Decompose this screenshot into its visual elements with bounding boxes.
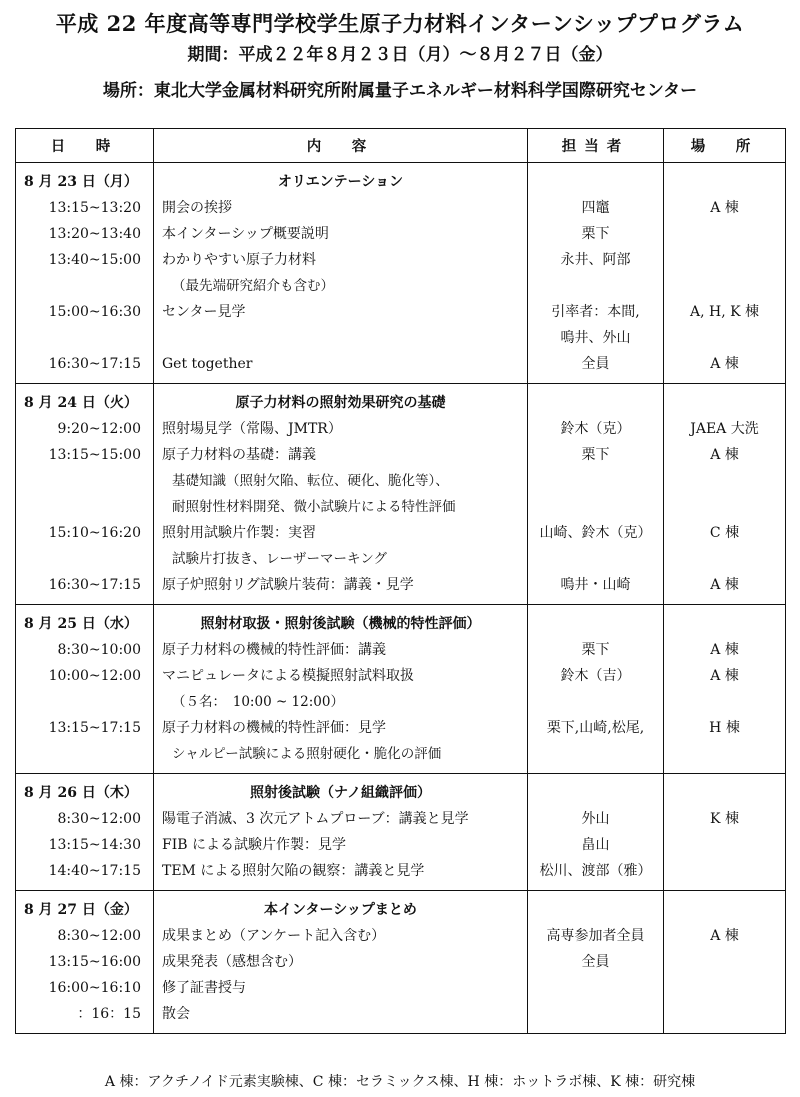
content-cell: 試験片打抜き、レーザーマーキング: [154, 546, 528, 572]
table-row: [16, 442, 786, 468]
person-cell: 鳴井・山崎: [528, 572, 664, 605]
person-cell: [528, 468, 664, 494]
place-cell: [664, 221, 786, 247]
content-cell: （５名： 10:00 ~ 12:00）: [154, 689, 528, 715]
person-cell: 四竈: [528, 195, 664, 221]
time-cell: 10:00~12:00: [16, 663, 154, 689]
day-section: [16, 163, 786, 384]
place-cell: [664, 325, 786, 351]
table-row: [16, 806, 786, 832]
place-cell: A 棟: [664, 195, 786, 221]
place-cell: [664, 891, 786, 924]
place-cell: [664, 163, 786, 196]
table-row: [16, 325, 786, 351]
place-cell: [664, 273, 786, 299]
person-cell: 高専参加者全員: [528, 923, 664, 949]
person-cell: [528, 975, 664, 1001]
day-section: [16, 605, 786, 774]
table-row: [16, 572, 786, 605]
table-row: [16, 416, 786, 442]
place-cell: C 棟: [664, 520, 786, 546]
table-row: [16, 468, 786, 494]
place-cell: A 棟: [664, 663, 786, 689]
time-cell: 13:20~13:40: [16, 221, 154, 247]
time-cell: [16, 494, 154, 520]
place-cell: A 棟: [664, 637, 786, 663]
schedule-table: [15, 128, 786, 1034]
place-cell: [664, 949, 786, 975]
place-cell: [664, 741, 786, 774]
table-row: [16, 858, 786, 891]
day-header-row: [16, 163, 786, 196]
content-cell: FIB による試験片作製：見学: [154, 832, 528, 858]
place-cell: [664, 1001, 786, 1034]
person-cell: [528, 273, 664, 299]
table-row: [16, 351, 786, 384]
time-cell: 15:10~16:20: [16, 520, 154, 546]
time-cell: [16, 546, 154, 572]
table-row: [16, 494, 786, 520]
content-cell: 照射用試験片作製：実習: [154, 520, 528, 546]
person-cell: [528, 384, 664, 417]
person-cell: 松川、渡部（雅）: [528, 858, 664, 891]
place-cell: [664, 247, 786, 273]
content-cell: 照射場見学（常陽、JMTR）: [154, 416, 528, 442]
content-cell: シャルピー試験による照射硬化・脆化の評価: [154, 741, 528, 774]
day-date: 8 月 23 日（月）: [16, 163, 154, 196]
table-row: [16, 741, 786, 774]
time-cell: 13:40~15:00: [16, 247, 154, 273]
day-header-row: [16, 774, 786, 807]
table-row: [16, 715, 786, 741]
day-theme: 本インターシップまとめ: [154, 891, 528, 924]
time-cell: 16:00~16:10: [16, 975, 154, 1001]
time-cell: 13:15~17:15: [16, 715, 154, 741]
place-cell: K 棟: [664, 806, 786, 832]
table-header: [16, 129, 786, 163]
time-cell: 15:00~16:30: [16, 299, 154, 325]
content-cell: 原子力材料の機械的特性評価：講義: [154, 637, 528, 663]
place-cell: [664, 689, 786, 715]
place-cell: [664, 494, 786, 520]
place-cell: A 棟: [664, 572, 786, 605]
time-cell: 14:40~17:15: [16, 858, 154, 891]
period-line: 期間：平成２２年８月２３日（月）～８月２７日（金）: [187, 45, 613, 65]
person-cell: 全員: [528, 351, 664, 384]
table-row: [16, 949, 786, 975]
person-cell: 鈴木（克）: [528, 416, 664, 442]
person-cell: 栗下: [528, 221, 664, 247]
place-cell: A 棟: [664, 442, 786, 468]
person-cell: 鳴井、外山: [528, 325, 664, 351]
time-cell: 8:30~12:00: [16, 923, 154, 949]
place-cell: [664, 468, 786, 494]
time-cell: 8:30~12:00: [16, 806, 154, 832]
content-cell: （最先端研究紹介も含む）: [154, 273, 528, 299]
time-cell: [16, 689, 154, 715]
person-cell: 外山: [528, 806, 664, 832]
time-cell: 9:20~12:00: [16, 416, 154, 442]
person-cell: [528, 494, 664, 520]
day-date: 8 月 24 日（火）: [16, 384, 154, 417]
table-row: [16, 832, 786, 858]
day-header-row: [16, 384, 786, 417]
person-cell: 永井、阿部: [528, 247, 664, 273]
content-cell: 修了証書授与: [154, 975, 528, 1001]
day-date: 8 月 26 日（木）: [16, 774, 154, 807]
person-cell: 全員: [528, 949, 664, 975]
day-section: [16, 891, 786, 1034]
person-cell: [528, 546, 664, 572]
person-cell: 栗下: [528, 442, 664, 468]
table-row: [16, 923, 786, 949]
person-cell: 鈴木（吉）: [528, 663, 664, 689]
page-title: 平成 22 年度高等専門学校学生原子力材料インターンシッププログラム: [55, 11, 745, 36]
content-cell: Get together: [154, 351, 528, 384]
time-cell: 16:30~17:15: [16, 351, 154, 384]
time-cell: [16, 741, 154, 774]
table-row: [16, 273, 786, 299]
place-cell: A 棟: [664, 351, 786, 384]
place-cell: H 棟: [664, 715, 786, 741]
content-cell: マニピュレータによる模擬照射試料取扱: [154, 663, 528, 689]
person-cell: 栗下,山崎,松尾,: [528, 715, 664, 741]
person-cell: [528, 163, 664, 196]
content-cell: センター見学: [154, 299, 528, 325]
person-cell: [528, 774, 664, 807]
table-row: [16, 520, 786, 546]
table-row: [16, 195, 786, 221]
table-row: [16, 546, 786, 572]
person-cell: 栗下: [528, 637, 664, 663]
time-cell: 13:15~14:30: [16, 832, 154, 858]
content-cell: 陽電子消滅、3 次元アトムプローブ：講義と見学: [154, 806, 528, 832]
content-cell: 散会: [154, 1001, 528, 1034]
col-header-place: 場 所: [664, 129, 786, 163]
content-cell: 耐照射性材料開発、微小試験片による特性評価: [154, 494, 528, 520]
table-row: [16, 975, 786, 1001]
place-cell: A 棟: [664, 923, 786, 949]
time-cell: 13:15~16:00: [16, 949, 154, 975]
table-row: [16, 663, 786, 689]
table-row: [16, 1001, 786, 1034]
place-cell: [664, 975, 786, 1001]
time-cell: 13:15~13:20: [16, 195, 154, 221]
content-cell: 本インターシップ概要説明: [154, 221, 528, 247]
day-header-row: [16, 891, 786, 924]
content-cell: 原子力材料の基礎：講義: [154, 442, 528, 468]
place-cell: [664, 774, 786, 807]
table-row: [16, 221, 786, 247]
header-row: [16, 129, 786, 163]
location-line: 場所：東北大学金属材料研究所附属量子エネルギー材料科学国際研究センター: [102, 81, 698, 101]
day-theme: 原子力材料の照射効果研究の基礎: [154, 384, 528, 417]
place-cell: [664, 605, 786, 638]
day-theme: オリエンテーション: [154, 163, 528, 196]
content-cell: わかりやすい原子力材料: [154, 247, 528, 273]
content-cell: 成果まとめ（アンケート記入含む）: [154, 923, 528, 949]
time-cell: 8:30~10:00: [16, 637, 154, 663]
table-row: [16, 299, 786, 325]
col-header-content: 内 容: [154, 129, 528, 163]
place-cell: [664, 384, 786, 417]
place-cell: [664, 832, 786, 858]
building-legend: A 棟：アクチノイド元素実験棟、C 棟：セラミックス棟、H 棟：ホットラボ棟、K 棟：研究棟: [104, 1074, 696, 1090]
table-row: [16, 689, 786, 715]
day-date: 8 月 25 日（水）: [16, 605, 154, 638]
time-cell: [16, 468, 154, 494]
content-cell: 成果発表（感想含む）: [154, 949, 528, 975]
place-cell: A, H, K 棟: [664, 299, 786, 325]
content-cell: 基礎知識（照射欠陥、転位、硬化、脆化等）、: [154, 468, 528, 494]
person-cell: [528, 891, 664, 924]
content-cell: 開会の挨拶: [154, 195, 528, 221]
time-cell: 13:15~15:00: [16, 442, 154, 468]
time-cell: [16, 273, 154, 299]
person-cell: [528, 689, 664, 715]
day-section: [16, 384, 786, 605]
time-cell: [16, 325, 154, 351]
content-cell: 原子力材料の機械的特性評価：見学: [154, 715, 528, 741]
person-cell: 引率者：本間,: [528, 299, 664, 325]
person-cell: 山崎、鈴木（克）: [528, 520, 664, 546]
content-cell: [154, 325, 528, 351]
col-header-person: 担当者: [528, 129, 664, 163]
table-row: [16, 637, 786, 663]
place-cell: JAEA 大洗: [664, 416, 786, 442]
person-cell: 畠山: [528, 832, 664, 858]
place-cell: [664, 546, 786, 572]
person-cell: [528, 741, 664, 774]
person-cell: [528, 605, 664, 638]
col-header-datetime: 日 時: [16, 129, 154, 163]
day-header-row: [16, 605, 786, 638]
day-theme: 照射後試験（ナノ組織評価）: [154, 774, 528, 807]
day-theme: 照射材取扱・照射後試験（機械的特性評価）: [154, 605, 528, 638]
person-cell: [528, 1001, 664, 1034]
day-section: [16, 774, 786, 891]
table-row: [16, 247, 786, 273]
place-cell: [664, 858, 786, 891]
content-cell: 原子炉照射リグ試験片装荷：講義・見学: [154, 572, 528, 605]
content-cell: TEM による照射欠陥の観察：講義と見学: [154, 858, 528, 891]
time-cell: ：16：15: [16, 1001, 154, 1034]
day-date: 8 月 27 日（金）: [16, 891, 154, 924]
time-cell: 16:30~17:15: [16, 572, 154, 605]
